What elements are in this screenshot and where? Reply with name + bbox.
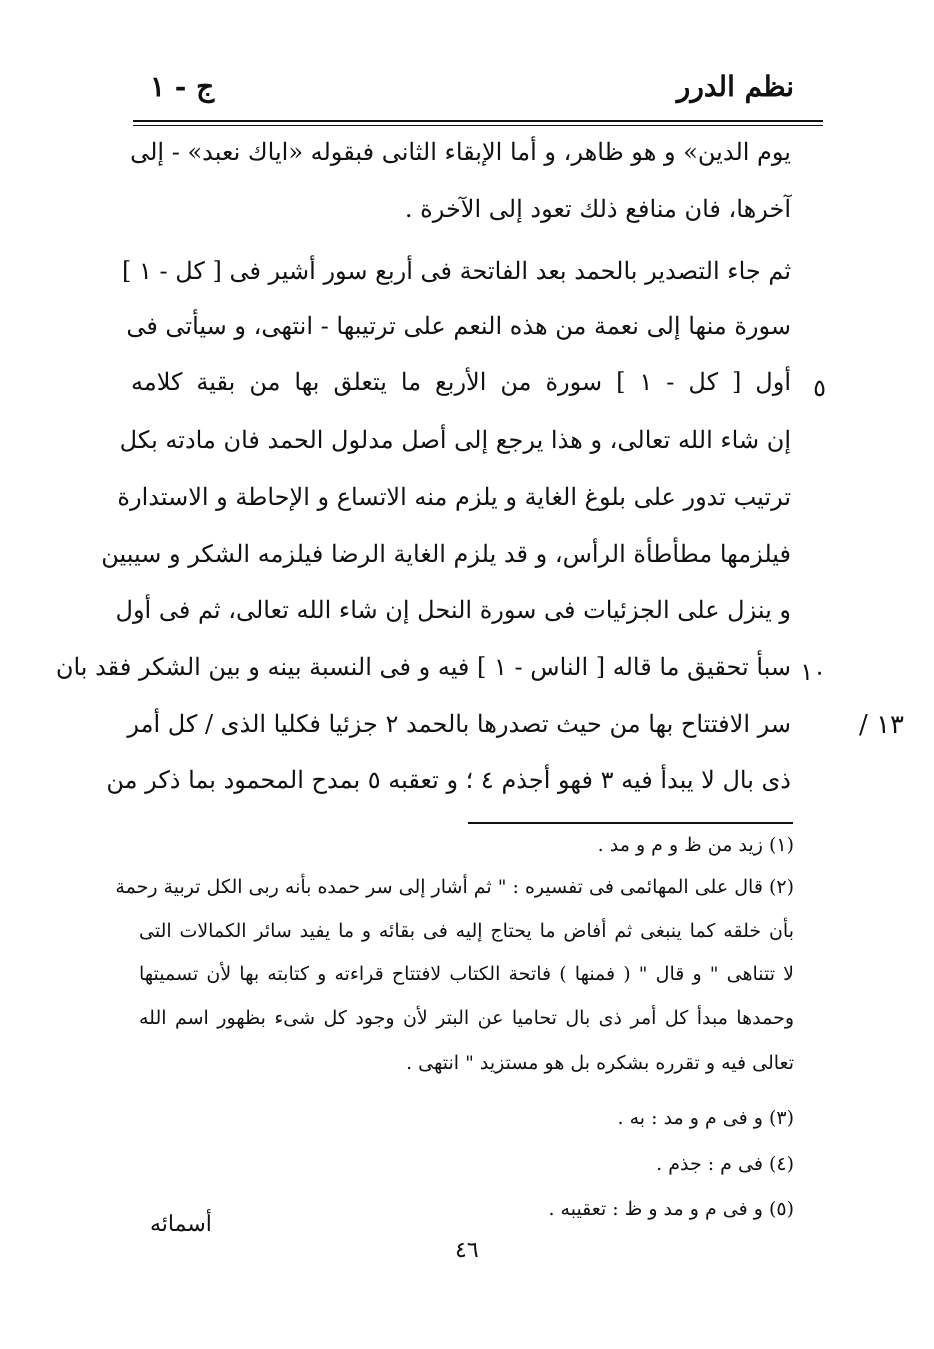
- body-line: آخرها، فان منافع ذلك تعود إلى الآخرة .: [404, 195, 791, 223]
- header-rule-thin: [133, 125, 823, 126]
- footnote-line: تعالى فيه و تقرره بشكره بل هو مستزيد " انتهى .: [406, 1052, 794, 1074]
- header-rule: [133, 120, 823, 122]
- footnote-line: (٢) قال على المهائمى فى تفسيره : " ثم أشار إلى سر حمده بأنه ربى الكل تربية رحمة: [115, 876, 794, 898]
- footnote-line: لا تتناهى " و قال " ( فمنها ) فاتحة الكتاب لافتتاح قراءته و كتابته بها لأن تسميتها: [139, 963, 794, 985]
- margin-page-ref: ١٣ /: [859, 710, 904, 740]
- footnote-line: (٣) و فى م و مد : به .: [617, 1107, 794, 1129]
- line-number-5: ٥: [813, 374, 826, 402]
- body-line: ترتيب تدور على بلوغ الغاية و يلزم منه الاتساع و الإحاطة و الاستدارة: [117, 483, 791, 511]
- footnote-line: (٥) و فى م و مد و ظ : تعقيبه .: [548, 1198, 794, 1220]
- body-line: ثم جاء التصدير بالحمد بعد الفاتحة فى أربع سور أشير فى [ كل - ١ ]: [121, 257, 791, 285]
- footnote-line: بأن خلقه كما ينبغى ثم أفاض ما يحتاج إليه فى بقائه و ما يفيد سائر الكمالات التى: [139, 920, 794, 942]
- footnote-line: (١) زيد من ظ و م و مد .: [597, 834, 794, 856]
- catchword: أسمائه: [150, 1212, 212, 1237]
- running-title: نظم الدرر: [676, 70, 794, 103]
- body-line: و ينزل على الجزئيات فى سورة النحل إن شاء الله تعالى، ثم فى أول: [115, 596, 791, 624]
- footnote-line: وحمدها مبدأ كل أمر ذى بال تحاميا عن البتر لأن وجود كل شىء بظهور اسم الله: [139, 1007, 794, 1029]
- page-number: ٤٦: [455, 1238, 479, 1263]
- volume-label: ج - ١: [150, 70, 215, 103]
- footnote-separator: [468, 822, 793, 824]
- footnote-line: (٤) فى م : جذم .: [656, 1153, 794, 1175]
- body-line: سر الافتتاح بها من حيث تصدرها بالحمد ٢ جزئيا فكليا الذى / كل أمر: [127, 710, 791, 738]
- body-line: أول [ كل - ١ ] سورة من الأربع ما يتعلق بها من بقية كلامه: [131, 368, 791, 396]
- body-line: إن شاء الله تعالى، و هذا يرجع إلى أصل مدلول الحمد فان مادته بكل: [119, 426, 791, 454]
- body-line: ذى بال لا يبدأ فيه ٣ فهو أجذم ٤ ؛ و تعقبه ٥ بمدح المحمود بما ذكر من: [106, 766, 791, 794]
- body-line: سبأ تحقيق ما قاله [ الناس - ١ ] فيه و فى النسبة بينه و بين الشكر فقد بان: [55, 653, 791, 681]
- body-line: سورة منها إلى نعمة من هذه النعم على ترتيبها - انتهى، و سيأتى فى: [126, 312, 791, 340]
- body-line: فيلزمها مطأطأة الرأس، و قد يلزم الغاية الرضا فيلزمه الشكر و سيبين: [101, 540, 791, 568]
- body-line: يوم الدين» و هو ظاهر، و أما الإبقاء الثانى فبقوله «اياك نعبد» - إلى: [130, 138, 791, 166]
- line-number-10: ١٠: [800, 658, 826, 686]
